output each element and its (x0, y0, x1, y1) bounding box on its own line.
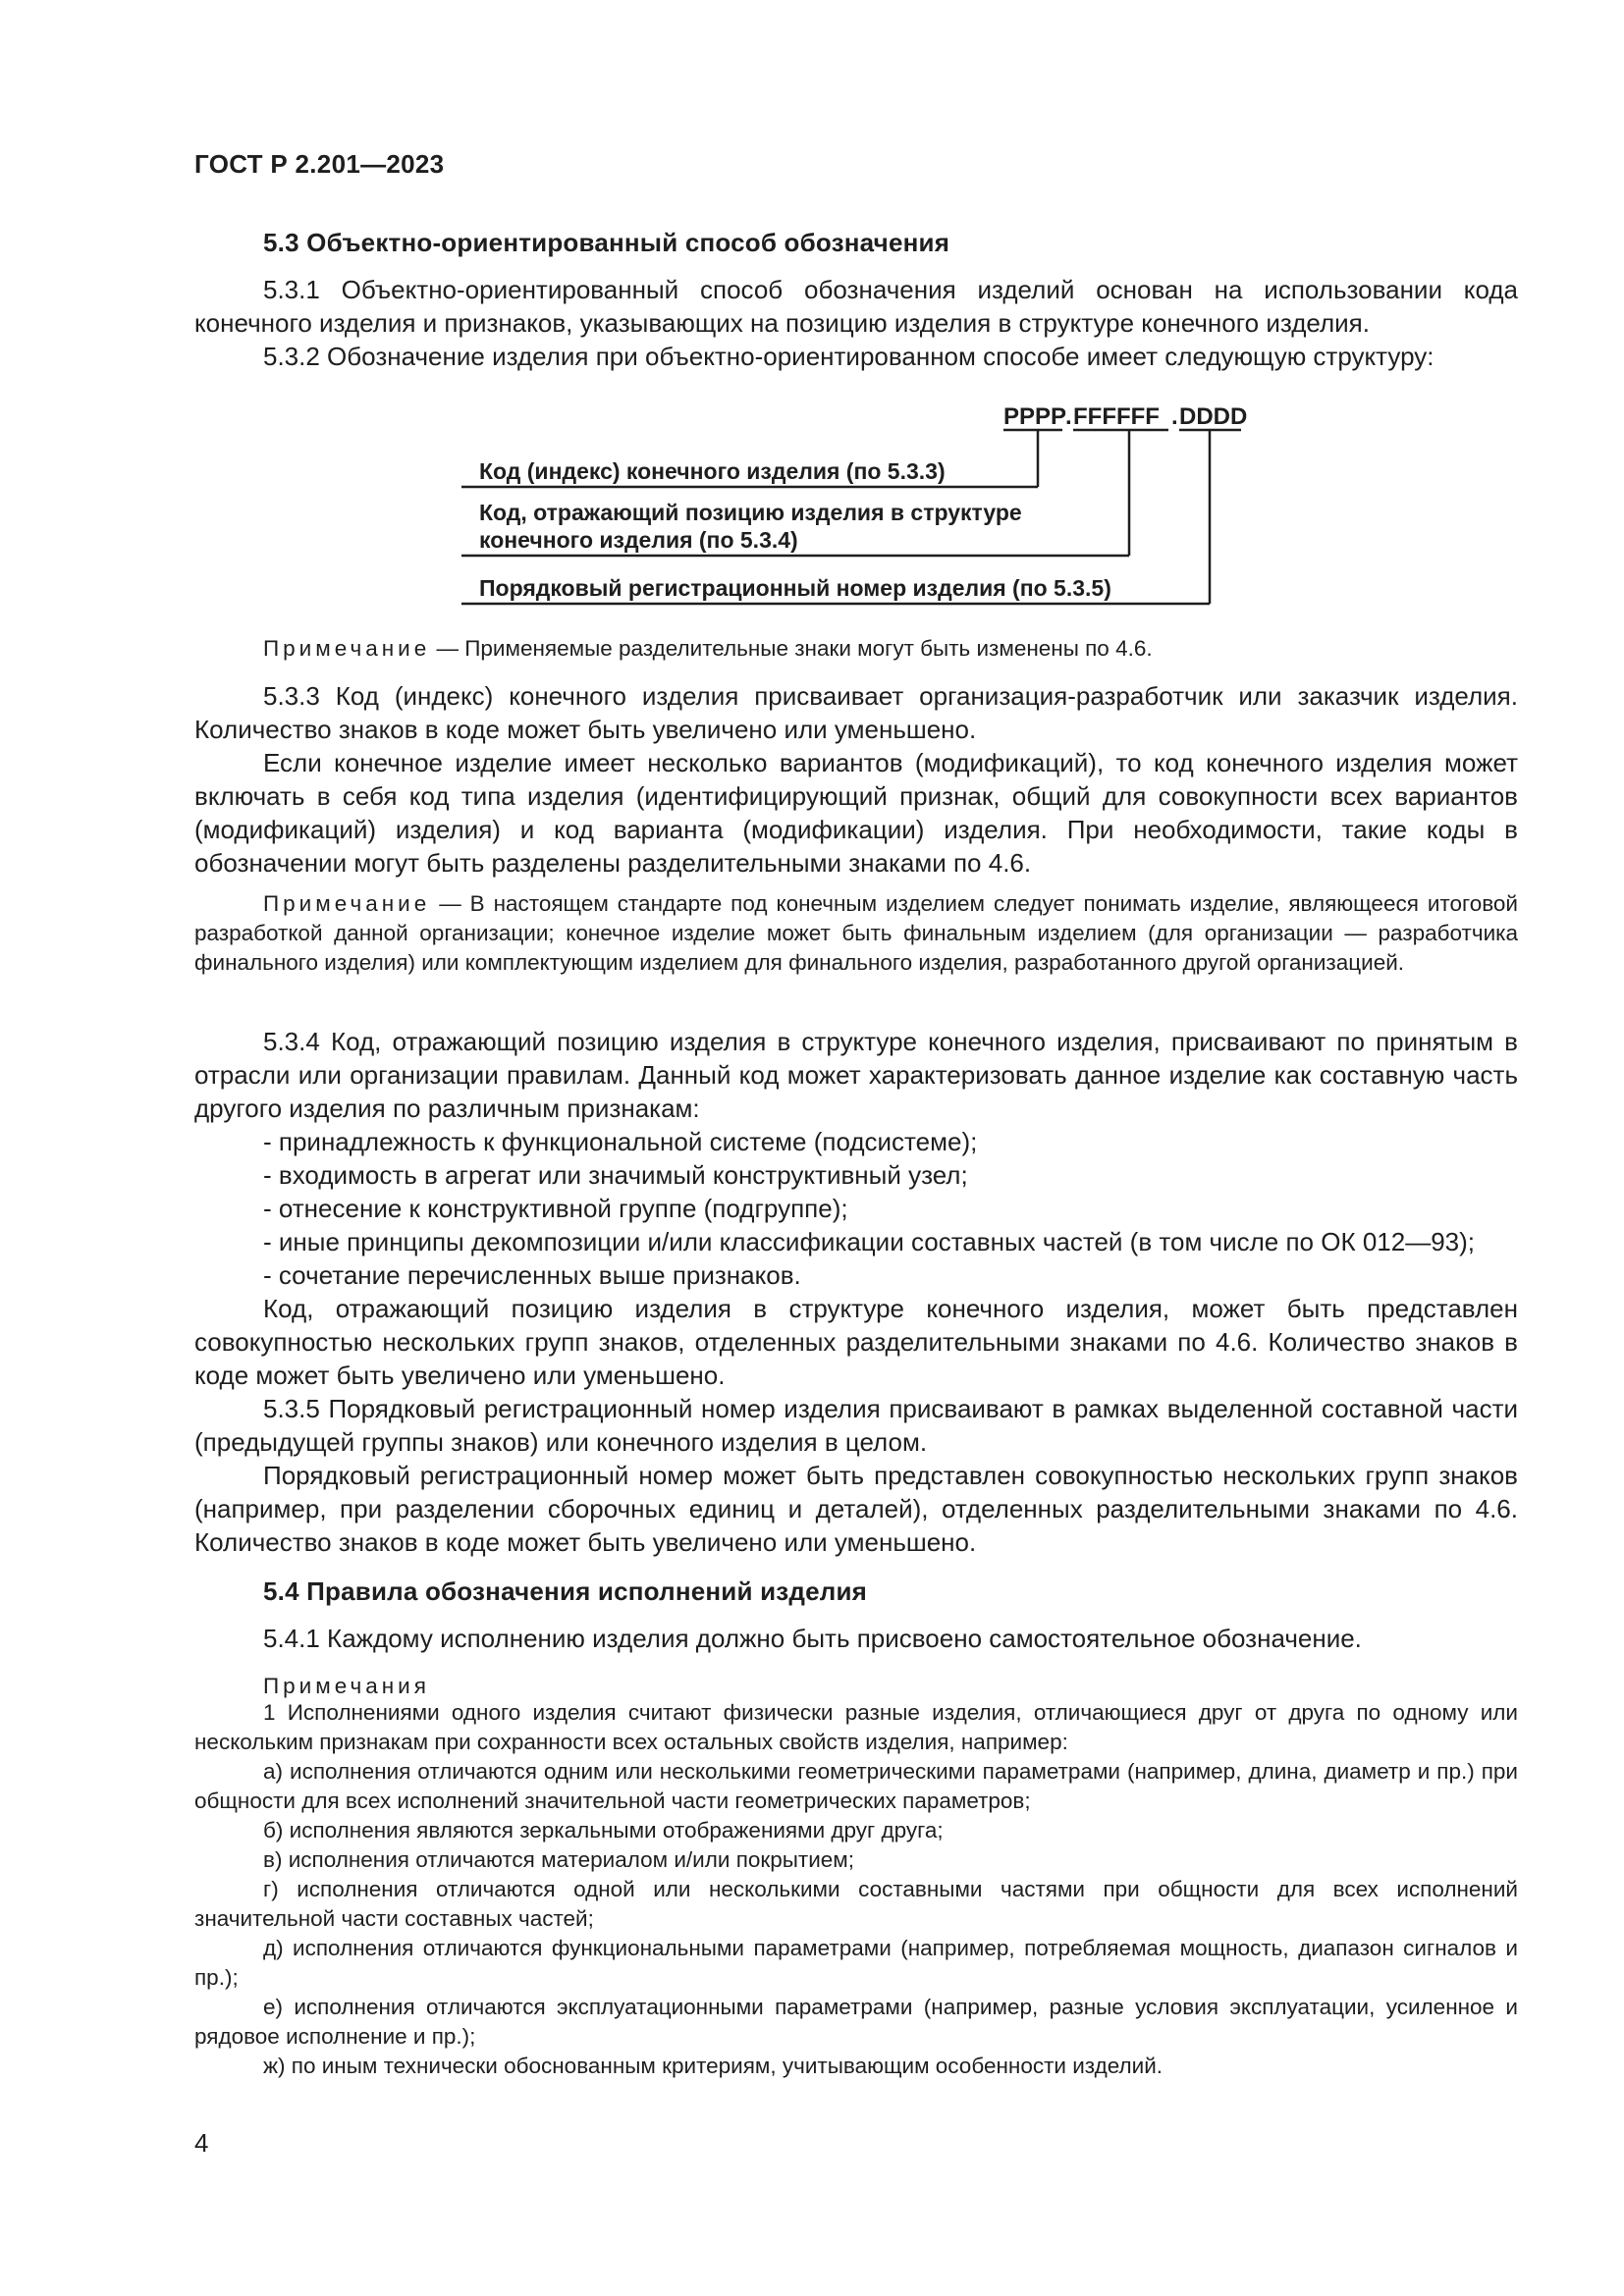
page-number: 4 (194, 2128, 209, 2158)
paragraph-5-3-1: 5.3.1 Объектно-ориентированный способ обозначения изделий основан на использовании кода конечного изделия и признаков, указывающих на позицию изделия в структуре конечного изделия. (194, 275, 1518, 338)
list-item: - сочетание перечисленных выше признаков. (263, 1260, 801, 1290)
designation-structure-diagram (461, 393, 1267, 609)
label-position-code-line-2: конечного изделия (по 5.3.4) (479, 527, 798, 553)
note-label: Примечание (263, 636, 431, 661)
paragraph-5-3-2: 5.3.2 Обозначение изделия при объектно-ориентированном способе имеет следующую структуру: (263, 342, 1435, 371)
note-item-a: а) исполнения отличаются одним или несколькими геометрическими параметрами (например, длина, диаметр и пр.) при общности для всех исполнений значительной части геометрических параметров; (194, 1759, 1518, 1813)
section-5-3-title: 5.3 Объектно-ориентированный способ обозначения (263, 228, 950, 257)
paragraph-5-3-3-variants: Если конечное изделие имеет несколько вариантов (модификаций), то код конечного изделия может включать в себя код типа изделия (идентифицирующий признак, общий для совокупности всех вариантов (модификаций) изделия) и код варианта (модификации) изделия. При необходимости, такие коды в обозначении могут быть разделены разделительными знаками по 4.6. (194, 748, 1518, 878)
label-registration-number: Порядковый регистрационный номер изделия (по 5.3.5) (479, 575, 1111, 601)
paragraph-5-4-1: 5.4.1 Каждому исполнению изделия должно быть присвоено самостоятельное обозначение. (263, 1624, 1362, 1653)
paragraph-5-3-3: 5.3.3 Код (индекс) конечного изделия присваивает организация-разработчик или заказчик изделия. Количество знаков в коде может быть увеличено или уменьшено. (194, 681, 1518, 744)
list-item: - отнесение к конструктивной группе (подгруппе); (263, 1194, 848, 1223)
note-item-g: г) исполнения отличаются одной или несколькими составными частями при общности для всех исполнений значительной части составных частей; (194, 1877, 1518, 1931)
note-separators (263, 634, 1518, 664)
note-1-variants: 1 Исполнениями одного изделия считают физически разные изделия, отличающиеся друг от друга по одному или нескольким признакам при сохранности всех остальных свойств изделия, например: (194, 1700, 1518, 1754)
section-5-4-title: 5.4 Правила обозначения исполнений изделия (263, 1576, 868, 1606)
note-label: Примечание (263, 891, 431, 916)
code-separator-2: . (1171, 403, 1178, 430)
note-text: — В настоящем стандарте под конечным изделием следует понимать изделие, являющееся итоговой разработкой данной организации; конечное изделие может быть финальным изделием (для организации — разработчика финального изделия) или комплектующим изделием для финального изделия, разработанного другой организацией. (194, 891, 1518, 975)
label-end-product-code: Код (индекс) конечного изделия (по 5.3.3) (479, 458, 946, 484)
note-item-b: б) исполнения являются зеркальными отображениями друг друга; (263, 1818, 944, 1842)
code-part-dddd: DDDD (1179, 403, 1248, 430)
document-header: ГОСТ Р 2.201—2023 (194, 149, 445, 179)
code-part-ffffff: FFFFFF (1073, 403, 1160, 430)
paragraph-5-3-4: 5.3.4 Код, отражающий позицию изделия в структуре конечного изделия, присваивают по принятым в отрасли или организации правилам. Данный код может характеризовать данное изделие как составную часть другого изделия по различным признакам: (194, 1027, 1518, 1123)
note-item-d: д) исполнения отличаются функциональными параметрами (например, потребляемая мощность, диапазон сигналов и пр.); (194, 1936, 1518, 1990)
diagram-svg (461, 393, 1267, 609)
list-item: - принадлежность к функциональной системе (подсистеме); (263, 1127, 978, 1156)
paragraph-5-3-5: 5.3.5 Порядковый регистрационный номер изделия присваивают в рамках выделенной составной части (предыдущей группы знаков) или конечного изделия в целом. (194, 1394, 1518, 1457)
paragraph-5-3-4-groups: Код, отражающий позицию изделия в структуре конечного изделия, может быть представлен совокупностью нескольких групп знаков, отделенных разделительными знаками по 4.6. Количество знаков в коде может быть увеличено или уменьшено. (194, 1294, 1518, 1390)
paragraph-5-3-5-groups: Порядковый регистрационный номер может быть представлен совокупностью нескольких групп знаков (например, при разделении сборочных единиц и деталей), отделенных разделительными знаками по 4.6. Количество знаков в коде может быть увеличено или уменьшено. (194, 1461, 1518, 1557)
note-item-v: в) исполнения отличаются материалом и/или покрытием; (263, 1847, 855, 1872)
note-text: — Применяемые разделительные знаки могут быть изменены по 4.6. (430, 636, 1153, 661)
note-item-zh: ж) по иным технически обоснованным критериям, учитывающим особенности изделий. (263, 2054, 1164, 2078)
code-part-pppp: PPPP (1003, 403, 1067, 430)
notes-heading: Примечания (263, 1674, 430, 1698)
note-end-product (194, 889, 1518, 978)
note-item-e: е) исполнения отличаются эксплуатационными параметрами (например, разные условия эксплуатации, усиленное и рядовое исполнение и пр.); (194, 1995, 1518, 2049)
label-position-code-line-1: Код, отражающий позицию изделия в структуре (479, 500, 1022, 525)
list-item: - входимость в агрегат или значимый конструктивный узел; (263, 1160, 968, 1190)
code-separator-1: . (1065, 403, 1072, 430)
list-item: - иные принципы декомпозиции и/или классификации составных частей (в том числе по ОК 012—93); (263, 1227, 1476, 1256)
